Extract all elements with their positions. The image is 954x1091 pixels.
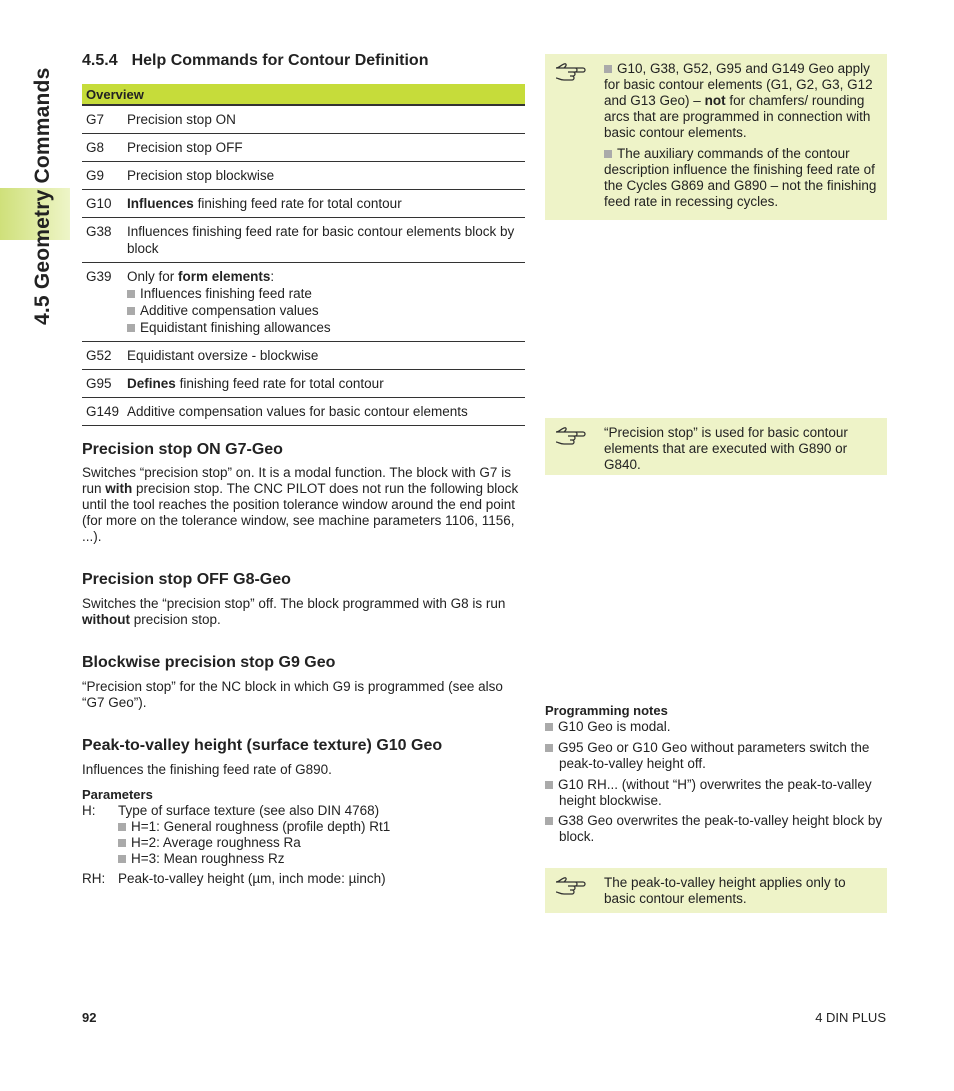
desc-cell: Precision stop ON: [123, 105, 525, 134]
table-row: [82, 162, 525, 190]
code-cell: G38: [82, 218, 123, 263]
square-bullet-icon: [127, 307, 135, 315]
table-row: [82, 342, 525, 370]
list-item-text: G95 Geo or G10 Geo without parameters switch the peak-to-valley height off.: [558, 740, 870, 771]
square-bullet-icon: [545, 781, 553, 789]
code-cell: G10: [82, 190, 123, 218]
note-text: [604, 61, 879, 210]
chapter-label: 4 DIN PLUS: [815, 1010, 886, 1025]
desc-pre: Only for: [127, 269, 179, 284]
table-row: [82, 218, 525, 263]
page-number: 92: [82, 1010, 97, 1025]
note-text-2: for chamfers/ rounding arcs that are programmed in connection with basic contour elements.: [604, 93, 871, 140]
table-row: [82, 105, 525, 134]
desc-text: finishing feed rate for total contour: [175, 376, 384, 391]
square-bullet-icon: [604, 65, 612, 73]
square-bullet-icon: [127, 290, 135, 298]
desc-cell: [123, 263, 525, 342]
list-item: Additive compensation values: [140, 303, 319, 318]
g9-heading: Blockwise precision stop G9 Geo: [82, 654, 336, 671]
note-box: [545, 54, 887, 220]
section-heading: [82, 52, 428, 70]
overview-header: Overview: [82, 84, 525, 105]
g7-bold: with: [105, 481, 133, 496]
list-item: [545, 719, 875, 735]
note-text-3: The auxiliary commands of the contour description influence the finishing feed rate of the Cycles G869 and G890 – not the finishing feed rate in recessing cycles.: [604, 146, 877, 209]
chapter-side-title: 4.5 Geometry Commands: [31, 67, 54, 325]
square-bullet-icon: [545, 723, 553, 731]
param-h-desc: Type of surface texture (see also DIN 4768): [118, 803, 380, 818]
param-rh-label: RH:: [82, 871, 106, 886]
desc-bold: Defines: [127, 376, 176, 391]
note-text: The peak-to-valley height applies only to basic contour elements.: [604, 875, 846, 906]
g7-text-1: Switches “precision stop” on. It is a modal function. The block with G7 is run: [82, 465, 511, 496]
g7-paragraph: [82, 465, 527, 545]
desc-cell: Influences finishing feed rate for basic contour elements block by block: [123, 218, 525, 263]
list-item-text: G10 RH... (without “H”) overwrites the peak-to-valley height blockwise.: [558, 777, 872, 808]
programming-notes-title: Programming notes: [545, 703, 668, 718]
code-cell: G8: [82, 134, 123, 162]
desc-cell: [123, 190, 525, 218]
g7-text-2: precision stop. The CNC PILOT does not run the following block until the tool reaches the position tolerance window around the end point (for more on the tolerance window, see machine parameters 1106, 1156, ...).: [82, 481, 519, 544]
square-bullet-icon: [118, 823, 126, 831]
g8-heading: Precision stop OFF G8-Geo: [82, 571, 291, 588]
g8-paragraph: [82, 596, 522, 628]
param-h-item: [118, 835, 301, 851]
square-bullet-icon: [604, 150, 612, 158]
g10-heading: Peak-to-valley height (surface texture) G10 Geo: [82, 737, 443, 754]
table-row: [82, 134, 525, 162]
desc-text: :: [270, 269, 275, 284]
param-rh-desc: Peak-to-valley height (µm, inch mode: µinch): [118, 871, 386, 886]
square-bullet-icon: [118, 839, 126, 847]
square-bullet-icon: [545, 817, 553, 825]
list-item: [545, 777, 875, 809]
list-item: H=1: General roughness (profile depth) Rt1: [131, 819, 391, 834]
desc-bold: form elements: [178, 269, 271, 284]
square-bullet-icon: [545, 744, 553, 752]
square-bullet-icon: [127, 324, 135, 332]
list-item-text: G38 Geo overwrites the peak-to-valley height block by block.: [558, 813, 883, 844]
note-text: “Precision stop” is used for basic contour elements that are executed with G890 or G840.: [604, 425, 848, 472]
list-item: Equidistant finishing allowances: [140, 320, 331, 335]
table-row: [82, 190, 525, 218]
desc-bold: Influences: [127, 196, 194, 211]
desc-text: finishing feed rate for total contour: [193, 196, 402, 211]
list-item: Influences finishing feed rate: [140, 286, 312, 301]
code-cell: G149: [82, 398, 123, 426]
desc-cell: Additive compensation values for basic contour elements: [123, 398, 525, 426]
code-cell: G95: [82, 370, 123, 398]
table-row: [82, 263, 525, 342]
g9-paragraph: “Precision stop” for the NC block in which G9 is programmed (see also “G7 Geo”).: [82, 679, 503, 710]
note-box: [545, 868, 887, 913]
list-item: [545, 740, 875, 772]
pointing-hand-icon: [555, 876, 587, 896]
pointing-hand-icon: [555, 62, 587, 82]
code-cell: G39: [82, 263, 123, 342]
list-item: H=3: Mean roughness Rz: [131, 851, 285, 866]
note-text-1: G10, G38, G52, G95 and G149 Geo apply for basic contour elements (G1, G2, G3, G12 and G13 Geo) –: [604, 61, 873, 108]
g7-heading: Precision stop ON G7-Geo: [82, 441, 283, 458]
desc-cell: [123, 370, 525, 398]
list-item: [545, 813, 887, 845]
square-bullet-icon: [118, 855, 126, 863]
parameters-title: Parameters: [82, 787, 153, 802]
desc-cell: Precision stop OFF: [123, 134, 525, 162]
desc-cell: Precision stop blockwise: [123, 162, 525, 190]
section-title: Help Commands for Contour Definition: [131, 52, 429, 69]
desc-cell: Equidistant oversize - blockwise: [123, 342, 525, 370]
code-cell: G52: [82, 342, 123, 370]
note-box: [545, 418, 887, 475]
section-number: 4.5.4: [82, 52, 118, 69]
note-bold: not: [704, 93, 726, 108]
code-cell: G9: [82, 162, 123, 190]
param-h-label: H:: [82, 803, 96, 818]
list-item-text: G10 Geo is modal.: [558, 719, 671, 734]
g8-text-1: Switches the “precision stop” off. The block programmed with G8 is run: [82, 596, 506, 611]
table-row: [82, 398, 525, 426]
list-item: H=2: Average roughness Ra: [131, 835, 301, 850]
g8-text-2: precision stop.: [129, 612, 221, 627]
param-h-item: [118, 819, 390, 835]
param-h-item: [118, 851, 284, 867]
table-row: [82, 370, 525, 398]
overview-table: [82, 84, 525, 426]
g10-paragraph: Influences the finishing feed rate of G890.: [82, 762, 332, 777]
code-cell: G7: [82, 105, 123, 134]
g8-bold: without: [82, 612, 130, 627]
pointing-hand-icon: [555, 426, 587, 446]
